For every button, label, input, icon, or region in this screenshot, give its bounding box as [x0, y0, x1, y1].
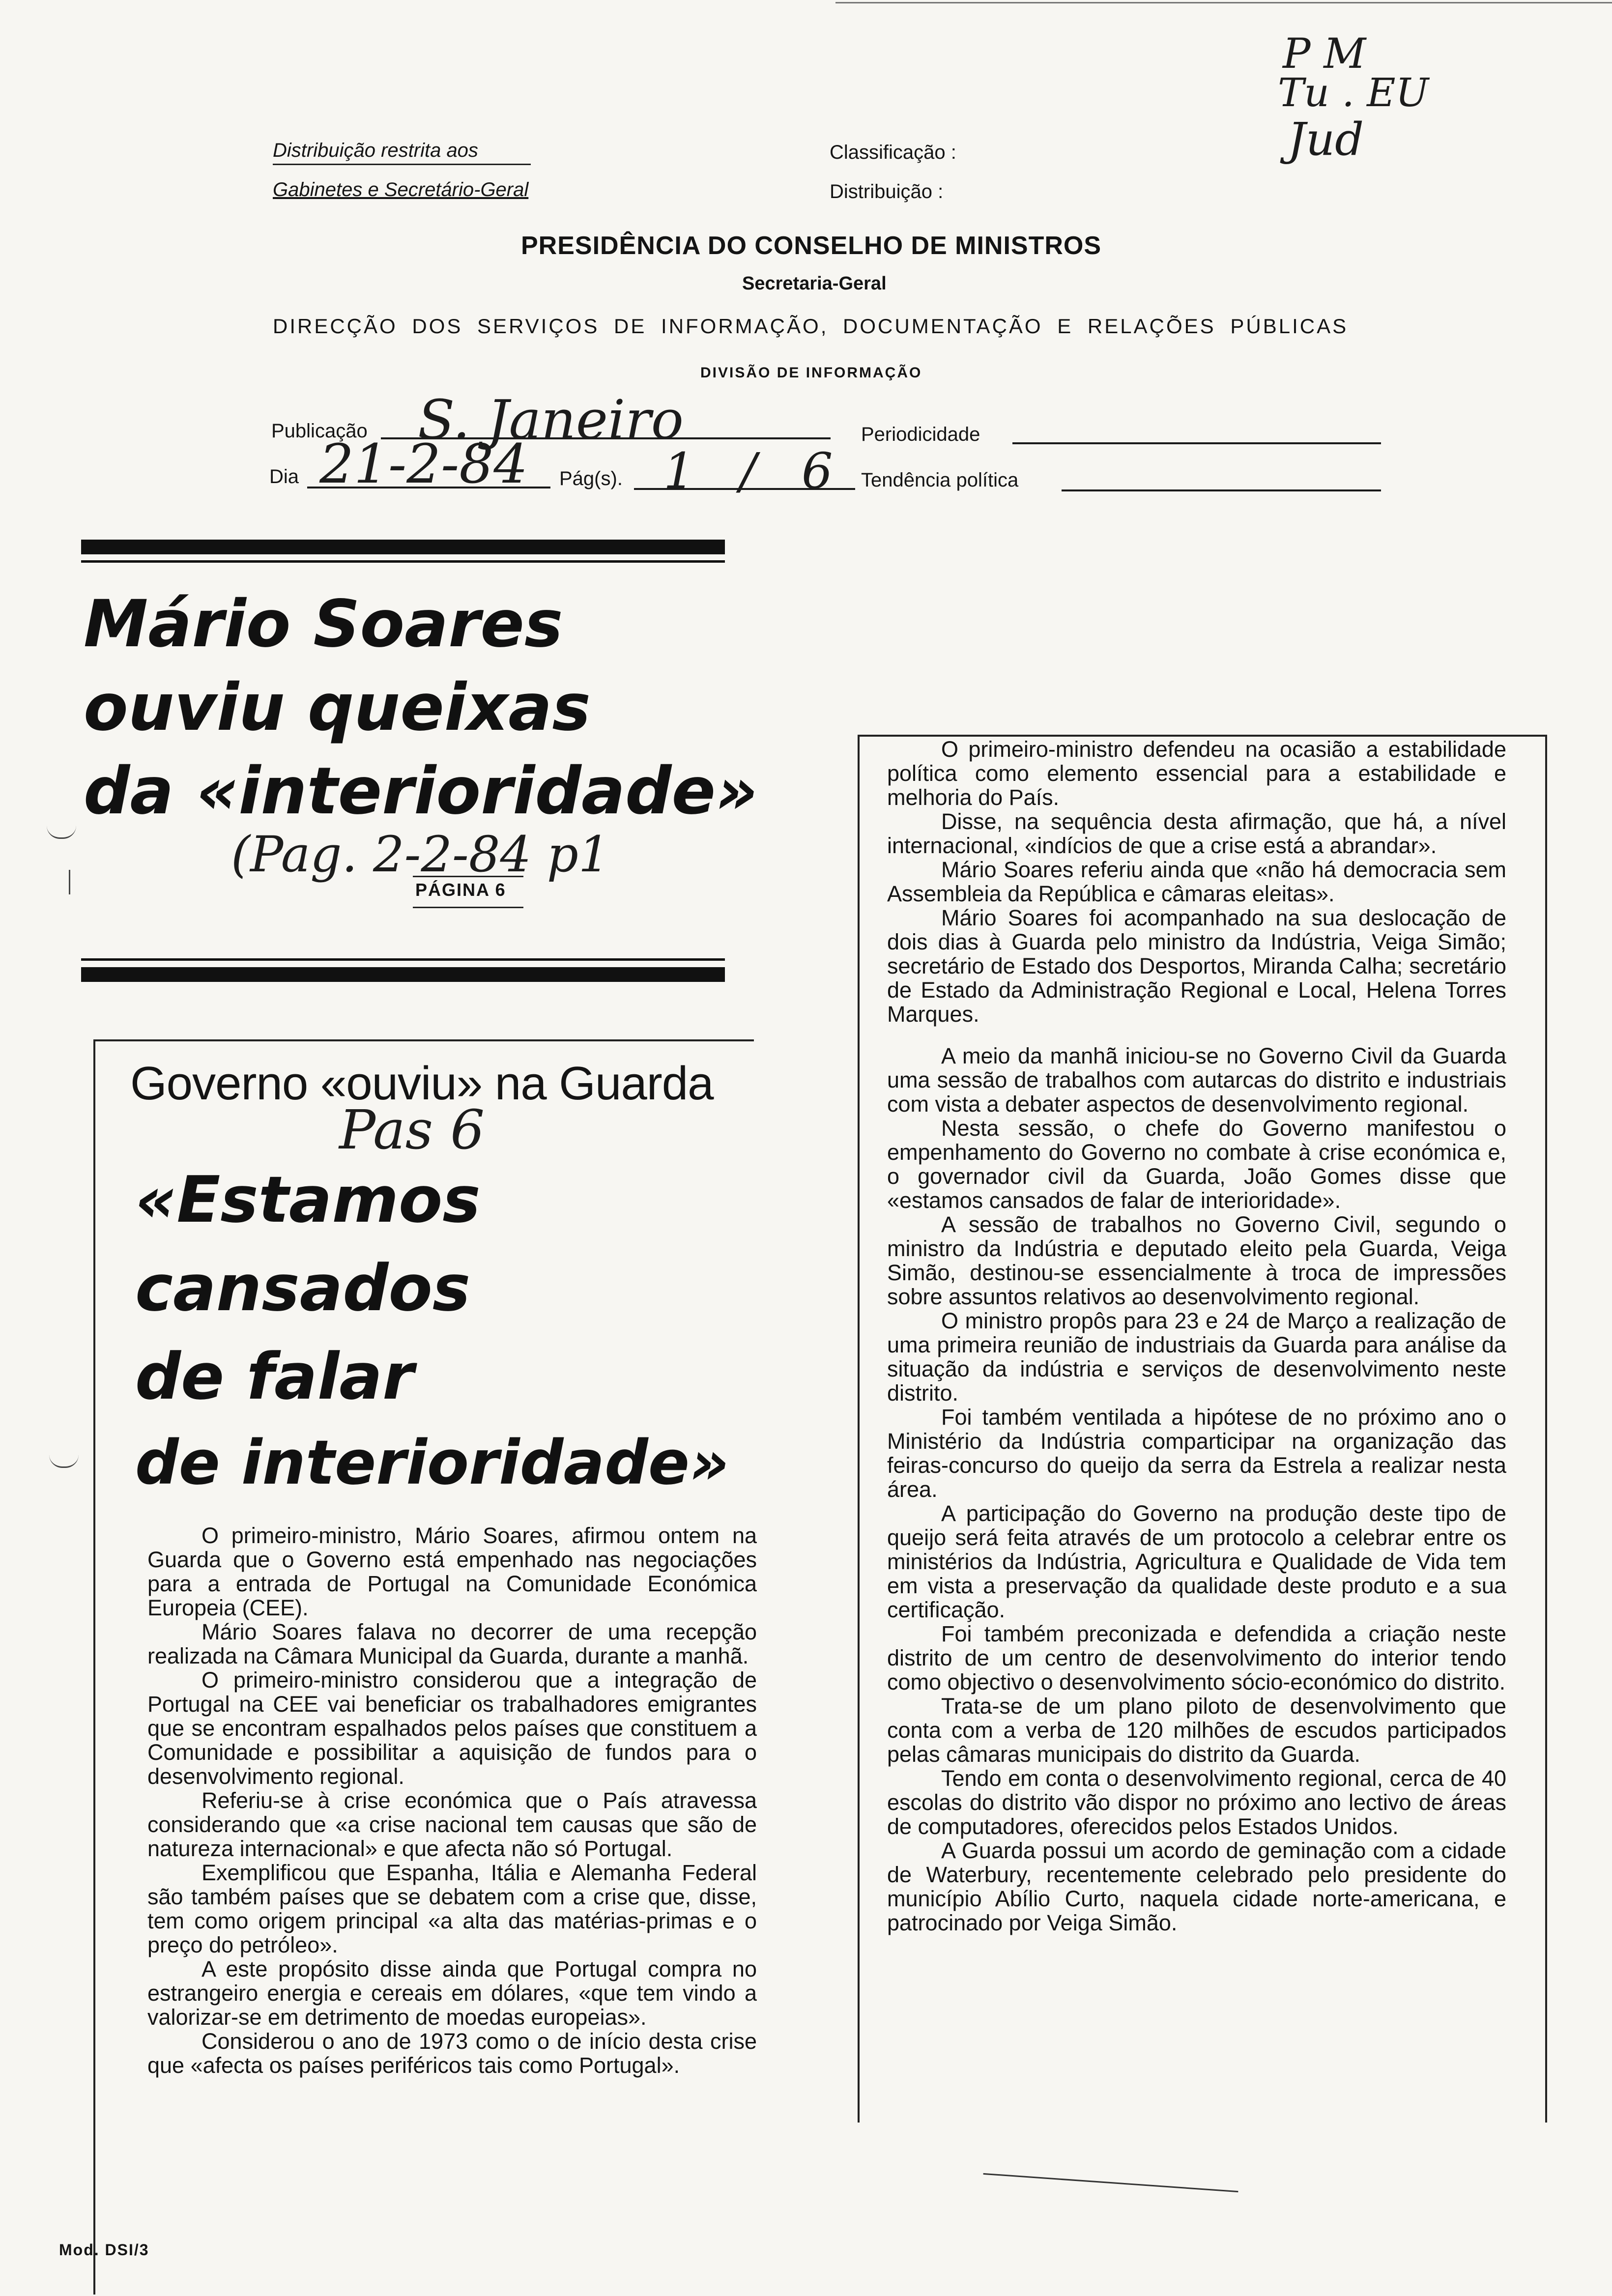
tendencia-line	[1062, 489, 1381, 491]
right-paragraph: A Guarda possui um acordo de geminação com a cidade de Waterbury, recentemente celebrado pelo presidente do município Abílio Curto, naquela cidade norte-americana, e patrocinado por Veiga Simão.	[887, 1838, 1506, 1935]
tendencia-label: Tendência política	[861, 469, 1019, 491]
page-ref-rule-bottom	[413, 907, 523, 908]
corner-annotation-line1: P M	[1283, 29, 1366, 78]
right-paragraph: Disse, na sequência desta afirmação, que há, a nível internacional, «indícios de que a crise está a abrandar».	[887, 809, 1506, 858]
article-right-column	[887, 737, 1506, 1935]
right-bottom-rule	[983, 2173, 1238, 2192]
pags-label: Pág(s).	[559, 468, 623, 489]
right-paragraph: Trata-se de um plano piloto de desenvolvimento que conta com a verba de 120 milhões de escudos participados pelas câmaras municipais do distrito da Guarda.	[887, 1693, 1506, 1767]
periodicidade-line	[1012, 442, 1381, 444]
right-paragraph: O primeiro-ministro defendeu na ocasião a estabilidade política como elemento essencial para a estabilidade e melhoria do País.	[887, 737, 1506, 810]
right-paragraph: A meio da manhã iniciou-se no Governo Civil da Guarda uma sessão de trabalhos com autarcas do distrito e industriais com vista a debater aspectos de desenvolvimento regional.	[887, 1043, 1506, 1117]
right-paragraph: Tendo em conta o desenvolvimento regional, cerca de 40 escolas do distrito vão dispor no próximo ano lectivo de áreas de computadores, oferecidos pelos Estados Unidos.	[887, 1766, 1506, 1839]
classificacao-label: Classificação :	[830, 142, 956, 163]
left-paragraph: Mário Soares falava no decorrer de uma recepção realizada na Câmara Municipal da Guarda, durante a manhã.	[147, 1619, 757, 1668]
distribuicao-label: Distribuição :	[830, 181, 944, 202]
clipping-bottom-bar	[81, 967, 725, 982]
article-kicker: Governo «ouviu» na Guarda	[130, 1057, 714, 1110]
right-paragraph: Mário Soares referiu ainda que «não há democracia sem Assembleia da República e câmaras eleitas».	[887, 857, 1506, 906]
corner-annotation	[1278, 29, 1553, 177]
distribution-restricted-line1: Distribuição restrita aos	[273, 140, 478, 161]
dia-value: 21-2-84	[319, 432, 528, 495]
left-paragraph: A este propósito disse ainda que Portugal compra no estrangeiro energia e cereais em dólares, «que tem vindo a valorizar-se em detrimento de moedas europeias».	[147, 1956, 757, 2030]
page-ref-rule-top	[413, 876, 523, 877]
right-paragraph: A sessão de trabalhos no Governo Civil, segundo o ministro da Indústria e deputado eleito pela Guarda, Veiga Simão, destinou-se essencialmente à troca de impressões sobre assuntos relativos ao desenvolvimento regional.	[887, 1212, 1506, 1309]
right-paragraph: Foi também preconizada e defendida a criação neste distrito de um centro de desenvolvimento do interior tendo como objectivo o desenvolvimento sócio-económico do distrito.	[887, 1621, 1506, 1694]
top-rule	[835, 2, 1612, 3]
front-headline-line1: Mário Soares	[84, 586, 563, 662]
article-title-line1: «Estamos	[135, 1162, 481, 1237]
clipping-top-bar-thin	[81, 560, 725, 563]
secretaria-geral: Secretaria-Geral	[742, 273, 887, 294]
article-title-line2: cansados	[135, 1251, 471, 1325]
mid-handwritten-note: (Pag. 2-2-84 p1	[231, 826, 610, 883]
publicacao-value: S. Janeiro	[418, 388, 684, 451]
divisao-informacao: DIVISÃO DE INFORMAÇÃO	[700, 365, 922, 381]
dist-underline-1	[273, 164, 531, 165]
left-paragraph: O primeiro-ministro, Mário Soares, afirmou ontem na Guarda que o Governo está empenhado nas negociações para a entrada de Portugal na Comunidade Económica Europeia (CEE).	[147, 1523, 757, 1620]
left-paragraph: Considerou o ano de 1973 como o de início desta crise que «afecta os países periféricos tais como Portugal».	[147, 2029, 757, 2078]
left-paragraph: Referiu-se à crise económica que o País atravessa considerando que «a crise nacional tem causas que são de natureza internacional» e que afecta não só Portugal.	[147, 1788, 757, 1861]
margin-tick	[69, 870, 70, 894]
pags-value: 1 / 6	[663, 442, 848, 500]
right-paragraph: A participação do Governo na produção deste tipo de queijo será feita através de um protocolo a celebrar entre os ministérios da Indústria, Agricultura e Qualidade de Vida tem em vista a preservação da qualidade deste produto e a sua certificação.	[887, 1501, 1506, 1622]
page-ref: PÁGINA 6	[415, 880, 506, 900]
form-code: Mod. DSI/3	[59, 2241, 149, 2259]
left-paragraph: Exemplificou que Espanha, Itália e Alemanha Federal são também países que se debatem com a crise que, disse, tem como origem principal «a alta das matérias-primas e o preço do petróleo».	[147, 1860, 757, 1957]
left-paragraph: O primeiro-ministro considerou que a integração de Portugal na CEE vai beneficiar os trabalhadores emigrantes que se encontram espalhados pelos países que constituem a Comunidade e possibilitar a aquisição de fundos para o desenvolvimento regional.	[147, 1667, 757, 1789]
corner-annotation-line2: Tu . EU	[1278, 70, 1429, 115]
clipping-bottom-bar-thin	[81, 958, 725, 961]
article-title-line4: de interioridade»	[135, 1428, 729, 1498]
clipping-top-bar	[81, 540, 725, 554]
margin-mark	[47, 826, 76, 839]
front-headline-line3: da «interioridade»	[84, 753, 758, 829]
pas-handwritten-note: Pas 6	[339, 1098, 485, 1161]
periodicidade-label: Periodicidade	[861, 424, 980, 445]
corner-annotation-line3: Jud	[1288, 113, 1364, 166]
article-left-column	[147, 1523, 757, 2077]
org-title: PRESIDÊNCIA DO CONSELHO DE MINISTROS	[521, 231, 1102, 260]
distribution-restricted-line2: Gabinetes e Secretário-Geral	[273, 179, 529, 201]
margin-mark	[49, 1455, 79, 1468]
front-headline-line2: ouviu queixas	[84, 670, 591, 746]
right-paragraph: Nesta sessão, o chefe do Governo manifestou o empenhamento do Governo no combate à crise económica e, o governador civil da Guarda, João Gomes disse que «estamos cansados de falar de interioridade».	[887, 1116, 1506, 1213]
right-paragraph: O ministro propôs para 23 e 24 de Março a realização de uma primeira reunião de industriais da Guarda para análise da situação da indústria e serviços de desenvolvimento neste distrito.	[887, 1308, 1506, 1406]
right-paragraph: Foi também ventilada a hipótese de no próximo ano o Ministério da Indústria comparticipar na organização das feiras-concurso do queijo da serra da Estrela a realizar nesta área.	[887, 1405, 1506, 1502]
dia-label: Dia	[269, 466, 299, 488]
direccao-line: DIRECÇÃO DOS SERVIÇOS DE INFORMAÇÃO, DOCUMENTAÇÃO E RELAÇÕES PÚBLICAS	[273, 315, 1349, 338]
publicacao-label: Publicação	[271, 420, 368, 442]
right-paragraph: Mário Soares foi acompanhado na sua deslocação de dois dias à Guarda pelo ministro da Indústria, Veiga Simão; secretário de Estado dos Desportos, Miranda Calha; secretário de Estado da Administração Regional e Local, Helena Torres Marques.	[887, 905, 1506, 1027]
article-title-line3: de falar	[135, 1339, 414, 1414]
